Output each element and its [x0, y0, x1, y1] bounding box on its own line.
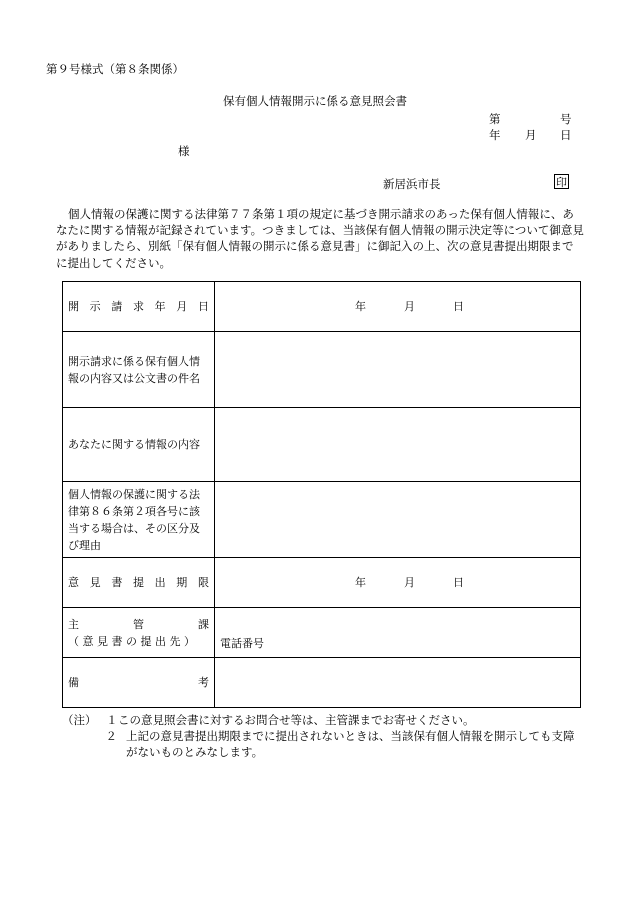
- table-row: [63, 408, 581, 482]
- applicable-clause-field[interactable]: [215, 482, 581, 558]
- sender-name: 新居浜市長: [383, 177, 441, 191]
- date-day-label: 日: [560, 128, 572, 142]
- notes-prefix: （注） １: [62, 713, 118, 727]
- body-text: 個人情報の保護に関する法律第７７条第１項の規定に基づき開示請求のあった保有個人情報に、あなたに関する情報が記録されています。つきましては、当該保有個人情報の開示決定等について御意見がありましたら、別紙「保有個人情報の開示に係る意見書」に御記入の上、次の意見書提出期限までに提出してください。: [56, 207, 584, 270]
- table-row: [63, 332, 581, 408]
- number-suffix: 号: [560, 112, 572, 126]
- requested-info-field[interactable]: [215, 332, 581, 408]
- disclosure-request-date-field[interactable]: 年 月 日: [215, 282, 581, 332]
- form-table: [62, 281, 581, 708]
- form-number: 第９号様式（第８条関係）: [46, 62, 184, 76]
- requested-info-label: 開示請求に係る保有個人情報の内容又は公文書の件名: [63, 332, 215, 408]
- phone-number-label: 電話番号: [220, 637, 264, 650]
- document-title: 保有個人情報開示に係る意見照会書: [223, 94, 407, 108]
- number-prefix: 第: [489, 112, 501, 126]
- opinion-deadline-field[interactable]: 年 月 日: [215, 558, 581, 608]
- note-item: ２ 上記の意見書提出期限までに提出されないときは、当該保有個人情報を開示しても支障がないものとみなします。: [105, 729, 575, 759]
- date-month-label: 月: [525, 128, 537, 142]
- table-row: [63, 282, 581, 332]
- seal-stamp: 印: [556, 176, 567, 189]
- remarks-field[interactable]: [215, 658, 581, 708]
- addressee-suffix: 様: [178, 144, 190, 158]
- remarks-label: 備 考: [63, 658, 215, 708]
- responsible-section-label: 主 管 課 （ 意 見 書 の 提 出 先 ）: [63, 608, 215, 658]
- table-row: [63, 482, 581, 558]
- applicable-clause-label: 個人情報の保護に関する法律第８６条第２項各号に該当する場合は、その区分及び理由: [63, 482, 215, 558]
- table-row: [63, 558, 581, 608]
- responsible-section-field[interactable]: [215, 608, 581, 658]
- related-info-field[interactable]: [215, 408, 581, 482]
- submission-destination-label: （ 意 見 書 の 提 出 先 ）: [68, 634, 195, 648]
- table-row: [63, 608, 581, 658]
- opinion-deadline-label: 意 見 書 提 出 期 限: [63, 558, 215, 608]
- date-year-label: 年: [489, 128, 501, 142]
- related-info-label: あなたに関する情報の内容: [63, 408, 215, 482]
- notes: [62, 712, 582, 760]
- table-row: [63, 658, 581, 708]
- note-item: （注） １ この意見照会書に対するお問合せ等は、主管課までお寄せください。: [62, 713, 475, 727]
- disclosure-request-date-label: 開 示 請 求 年 月 日: [63, 282, 215, 332]
